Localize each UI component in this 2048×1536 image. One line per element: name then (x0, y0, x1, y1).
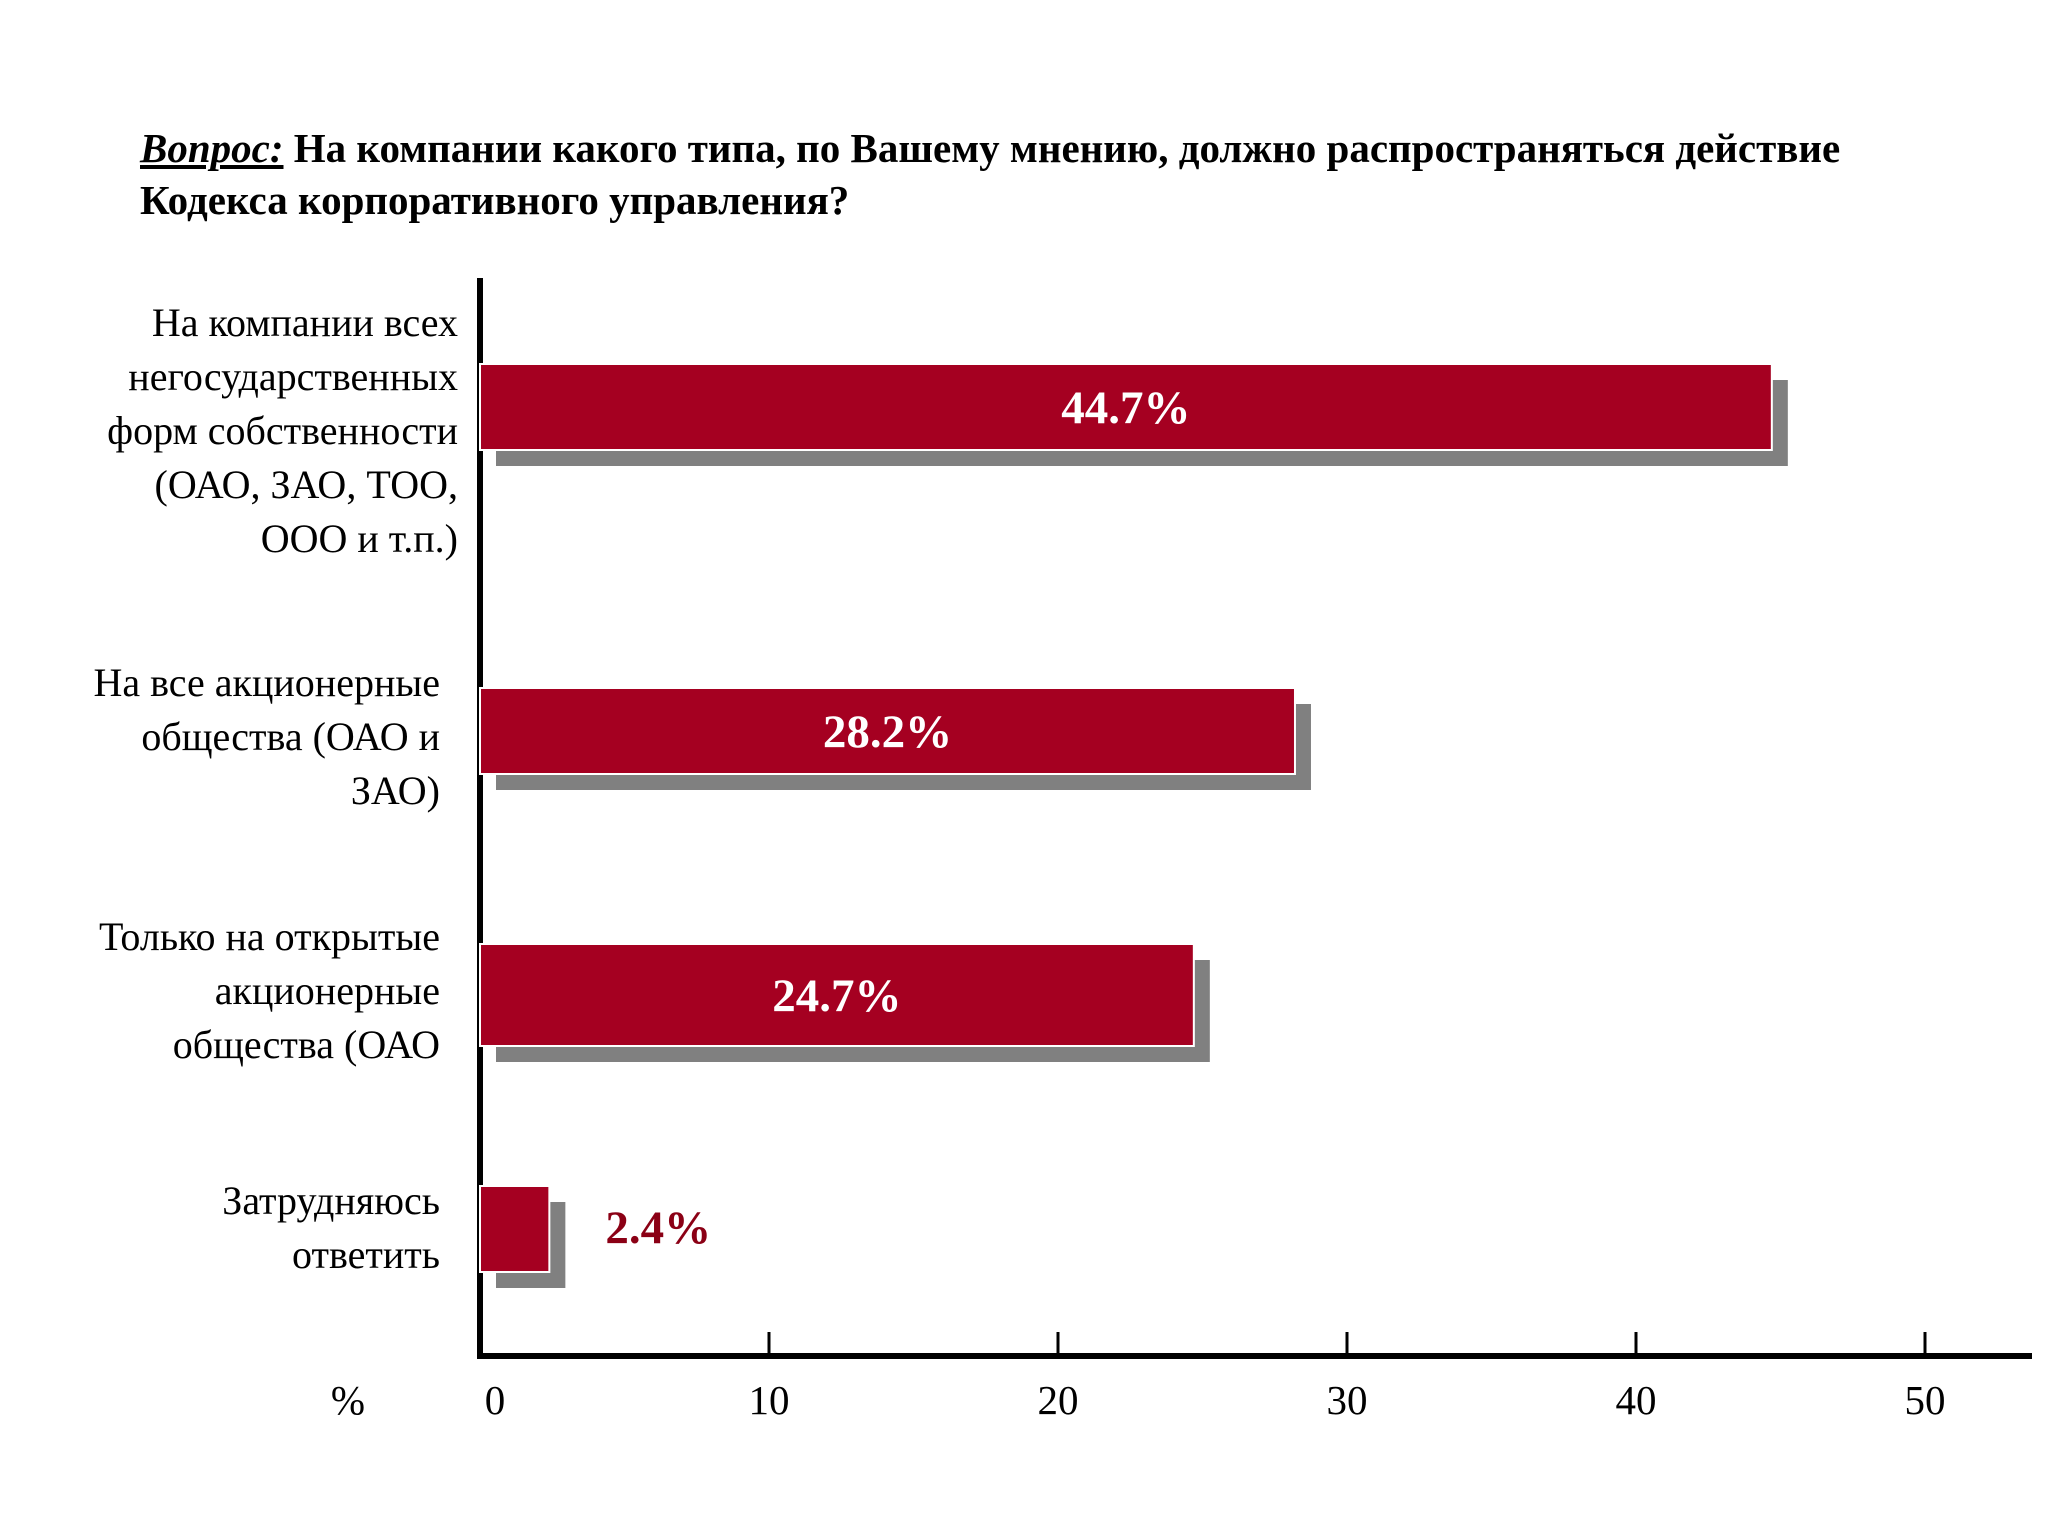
category-label: На компании всех (151, 300, 458, 345)
x-tick-label: 10 (748, 1377, 790, 1423)
category-label: негосударственных (128, 354, 458, 399)
category-label: форм собственности (107, 408, 458, 453)
category-label: (ОАО, ЗАО, ТОО, (154, 462, 458, 507)
category-label: ООО и т.п.) (260, 516, 458, 561)
x-tick-label: 0 (484, 1377, 506, 1423)
x-tick-label: 20 (1037, 1377, 1079, 1423)
category-label: акционерные (214, 968, 440, 1013)
category-label: Только на открытые (98, 914, 440, 959)
category-label: ответить (292, 1232, 440, 1277)
bar-value-label: 24.7% (772, 970, 902, 1022)
x-tick-label: 50 (1904, 1377, 1946, 1423)
question-label: Вопрос: (140, 125, 284, 171)
x-tick-label: 40 (1615, 1377, 1657, 1423)
bar-value-label: 28.2% (822, 706, 953, 758)
x-axis-unit-label: % (330, 1377, 366, 1423)
bar (480, 1186, 549, 1272)
bar-value-label: 2.4% (605, 1202, 712, 1254)
question-text: На компании какого типа, по Вашему мнению, должно распространяться действие Кодекса корпоративного управления? (140, 125, 1841, 223)
category-label: Затрудняюсь (222, 1178, 440, 1223)
category-label: На все акционерные (93, 660, 440, 705)
category-label: общества (ОАО и (141, 714, 440, 759)
category-label: общества (ОАО (172, 1022, 440, 1067)
x-tick-label: 30 (1326, 1377, 1368, 1423)
category-label: ЗАО) (350, 768, 440, 813)
bar-value-label: 44.7% (1061, 382, 1191, 434)
